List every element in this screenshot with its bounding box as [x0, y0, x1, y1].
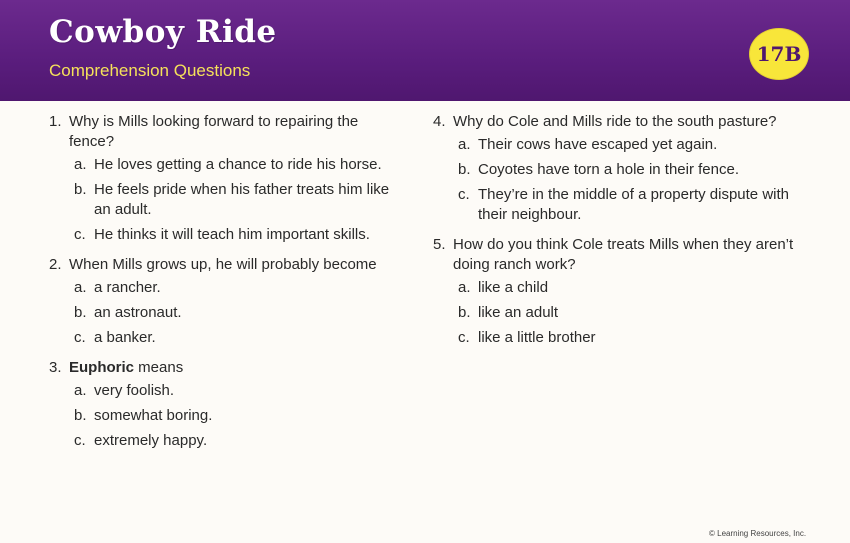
question-text: means — [134, 359, 184, 376]
option-letter: b. — [74, 407, 87, 424]
answer-options — [49, 278, 394, 348]
option-text: He loves getting a chance to ride his horse. — [94, 156, 382, 173]
question-1 — [49, 112, 394, 245]
option-letter: c. — [74, 226, 86, 243]
answer-option — [458, 278, 813, 298]
question-number: 1. — [49, 113, 62, 130]
answer-options — [433, 135, 813, 225]
option-letter: b. — [458, 304, 471, 321]
option-letter: c. — [458, 329, 470, 346]
question-text: Why is Mills looking forward to repairing the fence? — [69, 113, 359, 150]
option-text: Coyotes have torn a hole in their fence. — [478, 161, 739, 178]
option-letter: c. — [74, 432, 86, 449]
option-letter: a. — [74, 382, 87, 399]
option-letter: b. — [74, 181, 87, 198]
answer-option — [74, 155, 394, 175]
answer-option — [458, 185, 813, 225]
option-letter: c. — [74, 329, 86, 346]
question-2 — [49, 255, 394, 348]
answer-options — [433, 278, 813, 348]
answer-option — [74, 328, 394, 348]
answer-option — [458, 135, 813, 155]
card-subtitle: Comprehension Questions — [49, 61, 251, 80]
option-text: like a little brother — [478, 329, 596, 346]
option-text: They’re in the middle of a property dispute with their neighbour. — [478, 186, 789, 223]
answer-option — [74, 278, 394, 298]
answer-options — [49, 381, 394, 451]
question-number: 3. — [49, 359, 62, 376]
answer-option — [74, 303, 394, 323]
card-number-badge: 17B — [749, 28, 809, 80]
option-text: He feels pride when his father treats him like an adult. — [94, 181, 390, 218]
answer-option — [74, 381, 394, 401]
answer-option — [458, 328, 813, 348]
question-4 — [433, 112, 813, 225]
option-letter: c. — [458, 186, 470, 203]
question-3 — [49, 358, 394, 451]
answer-option — [74, 180, 394, 220]
question-number: 4. — [433, 113, 446, 130]
question-text: When Mills grows up, he will probably become — [69, 256, 377, 273]
answer-option — [74, 431, 394, 451]
question-text: Why do Cole and Mills ride to the south pasture? — [453, 113, 777, 130]
option-letter: b. — [74, 304, 87, 321]
answer-option — [74, 225, 394, 245]
vocabulary-term: Euphoric — [69, 359, 135, 376]
option-text: very foolish. — [94, 382, 175, 399]
option-letter: a. — [74, 156, 87, 173]
option-letter: a. — [74, 279, 87, 296]
question-text: How do you think Cole treats Mills when they aren’t doing ranch work? — [453, 236, 794, 273]
card-header — [0, 0, 850, 101]
option-text: Their cows have escaped yet again. — [478, 136, 718, 153]
option-text: somewhat boring. — [94, 407, 213, 424]
option-text: extremely happy. — [94, 432, 208, 449]
left-question-column — [49, 112, 394, 461]
option-text: He thinks it will teach him important skills. — [94, 226, 370, 243]
option-letter: a. — [458, 136, 471, 153]
answer-option — [74, 406, 394, 426]
answer-option — [458, 303, 813, 323]
option-text: like a child — [478, 279, 549, 296]
question-5 — [433, 235, 813, 348]
option-text: like an adult — [478, 304, 559, 321]
copyright-notice: © Learning Resources, Inc. — [709, 529, 807, 538]
option-letter: a. — [458, 279, 471, 296]
option-text: a rancher. — [94, 279, 161, 296]
question-number: 2. — [49, 256, 62, 273]
card-title: Cowboy Ride — [49, 14, 277, 50]
right-question-column — [433, 112, 813, 358]
answer-options — [49, 155, 394, 245]
option-text: an astronaut. — [94, 304, 182, 321]
option-letter: b. — [458, 161, 471, 178]
answer-option — [458, 160, 813, 180]
question-number: 5. — [433, 236, 446, 253]
option-text: a banker. — [94, 329, 156, 346]
